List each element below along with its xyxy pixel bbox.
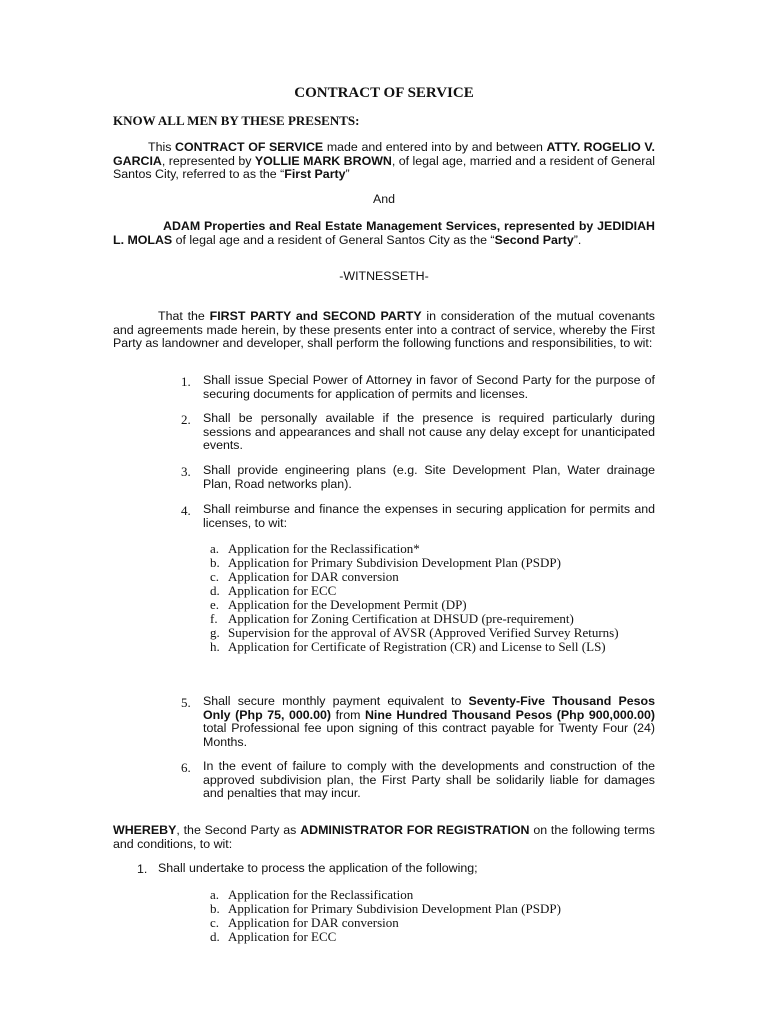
sub-item-text: Supervision for the approval of AVSR (Approved Verified Survey Returns): [228, 625, 619, 640]
intro-heading: KNOW ALL MEN BY THESE PRESENTS:: [113, 113, 360, 128]
sub-item-letter: f.: [210, 611, 218, 626]
sub-item-text: Application for Primary Subdivision Development Plan (PSDP): [228, 901, 561, 916]
paragraph-second-party: [113, 220, 655, 247]
sub-item-text: Application for ECC: [228, 583, 337, 598]
and-separator: And: [372, 192, 396, 206]
list-item: Shall undertake to process the application of the following;: [158, 861, 478, 875]
p2-text-d: ”.: [573, 232, 582, 247]
p1-text-e: , represented by: [161, 153, 255, 168]
paragraph-consideration: [113, 310, 655, 351]
list-item: Shall reimburse and finance the expenses in securing application for permits and licenses, to wit:: [203, 502, 655, 530]
sub-item-letter: h.: [210, 639, 220, 654]
sub-item-text: Application for ECC: [228, 929, 337, 944]
sub-item-text: Application for the Development Permit (DP): [228, 597, 467, 612]
p1-text-a: This: [148, 140, 176, 154]
list-item-number: 6.: [181, 760, 191, 775]
sub-list-item: [210, 598, 640, 612]
payment-text-a: Shall secure monthly payment equivalent to: [203, 694, 469, 708]
p1-text-i: ”: [345, 167, 350, 181]
list-item-number: 4.: [181, 503, 191, 518]
sub-list-item: [210, 902, 640, 916]
sub-item-text: Application for DAR conversion: [228, 569, 399, 584]
sub-item-text: Application for DAR conversion: [228, 915, 399, 930]
sub-item-text: Application for Zoning Certification at DHSUD (pre-requirement): [228, 611, 574, 626]
list-item: Shall issue Special Power of Attorney in favor of Second Party for the purpose of securing documents for application of permits and licenses.: [203, 373, 655, 401]
sub-item-letter: c.: [210, 915, 220, 930]
list-item: Shall provide engineering plans (e.g. Site Development Plan, Water drainage Plan, Road networks plan).: [203, 463, 655, 491]
p3-text-a: That the: [158, 309, 210, 323]
p1-contract-name: CONTRACT OF SERVICE: [175, 140, 324, 154]
p2-second-party-label: Second Party: [494, 232, 574, 247]
payment-total-amount: Nine Hundred Thousand Pesos (Php 900,000.00): [364, 707, 656, 722]
payment-text-e: total Professional fee upon signing of this contract payable for Twenty Four (24) Months.: [203, 721, 655, 749]
list-item-payment: [203, 695, 655, 749]
sub-item-text: Application for Primary Subdivision Development Plan (PSDP): [228, 555, 561, 570]
list-item-number: 2.: [181, 412, 191, 427]
p1-text-g: , of legal age, married and a resident of General Santos City, referred to as the “: [113, 153, 655, 181]
sub-item-letter: a.: [210, 887, 220, 902]
sub-list-item: [210, 542, 640, 556]
p1-first-party-name: ATTY. ROGELIO V. GARCIA: [113, 140, 655, 168]
whereby-text-b: , the Second Party as: [176, 823, 301, 837]
p2-text-b: of legal age and a resident of General Santos City as the “: [172, 232, 495, 247]
sub-list-item: [210, 570, 640, 584]
sub-item-letter: g.: [210, 625, 220, 640]
document-title: CONTRACT OF SERVICE: [294, 85, 474, 101]
p1-first-party-label: First Party: [284, 167, 346, 181]
sub-item-text: Application for the Reclassification*: [228, 541, 420, 556]
p2-second-party-name: ADAM Properties and Real Estate Management Services, represented by JEDIDIAH L. MOLAS: [113, 219, 655, 247]
sub-list-item: [210, 556, 640, 570]
payment-monthly-amount: Seventy-Five Thousand Pesos Only (Php 75, 000.00): [203, 694, 656, 722]
sub-list-item: [210, 584, 640, 598]
sub-item-text: Application for the Reclassification: [228, 887, 414, 902]
sub-item-letter: b.: [210, 901, 220, 916]
sub-item-letter: e.: [210, 597, 220, 612]
list-item-number: 3.: [181, 464, 191, 479]
sub-list-first-party: [210, 542, 640, 654]
whereby-role: ADMINISTRATOR FOR REGISTRATION: [300, 823, 530, 837]
p1-representative: YOLLIE MARK BROWN: [254, 153, 392, 168]
sub-item-letter: d.: [210, 583, 220, 598]
sub-item-letter: a.: [210, 541, 220, 556]
paragraph-whereby: [113, 824, 655, 851]
sub-list-second-party: [210, 888, 640, 944]
witnesseth-heading: -WITNESSETH-: [339, 269, 429, 283]
payment-text-c: from: [331, 707, 365, 722]
list-item: Shall be personally available if the presence is required particularly during sessions and appearances and shall not cause any delay except for unanticipated events.: [203, 411, 655, 452]
whereby-keyword: WHEREBY: [113, 823, 177, 837]
p3-parties: FIRST PARTY and SECOND PARTY: [209, 309, 422, 323]
whereby-text-d: on the following terms and conditions, to wit:: [113, 823, 656, 851]
sub-list-item: [210, 612, 640, 626]
p1-text-c: made and entered into by and between: [323, 140, 547, 154]
sub-list-item: [210, 640, 640, 654]
p3-text-c: in consideration of the mutual covenants and agreements made herein, by these presents enter into a contract of service, whereby the First Party as landowner and developer, shall perform the following functions and responsibilities, to wit:: [113, 309, 655, 350]
sub-item-text: Application for Certificate of Registration (CR) and License to Sell (LS): [228, 639, 606, 654]
sub-item-letter: d.: [210, 929, 220, 944]
sub-list-item: [210, 930, 640, 944]
list-item-number: 1.: [181, 374, 191, 389]
list-item: In the event of failure to comply with the developments and construction of the approved subdivision plan, the First Party shall be solidarily liable for damages and penalties that may incur.: [203, 759, 655, 800]
list-item-number: 1.: [137, 862, 148, 876]
sub-item-letter: b.: [210, 555, 220, 570]
paragraph-parties: [113, 141, 655, 182]
sub-list-item: [210, 888, 640, 902]
list-item-number: 5.: [181, 695, 191, 710]
sub-list-item: [210, 626, 640, 640]
sub-list-item: [210, 916, 640, 930]
sub-item-letter: c.: [210, 569, 220, 584]
